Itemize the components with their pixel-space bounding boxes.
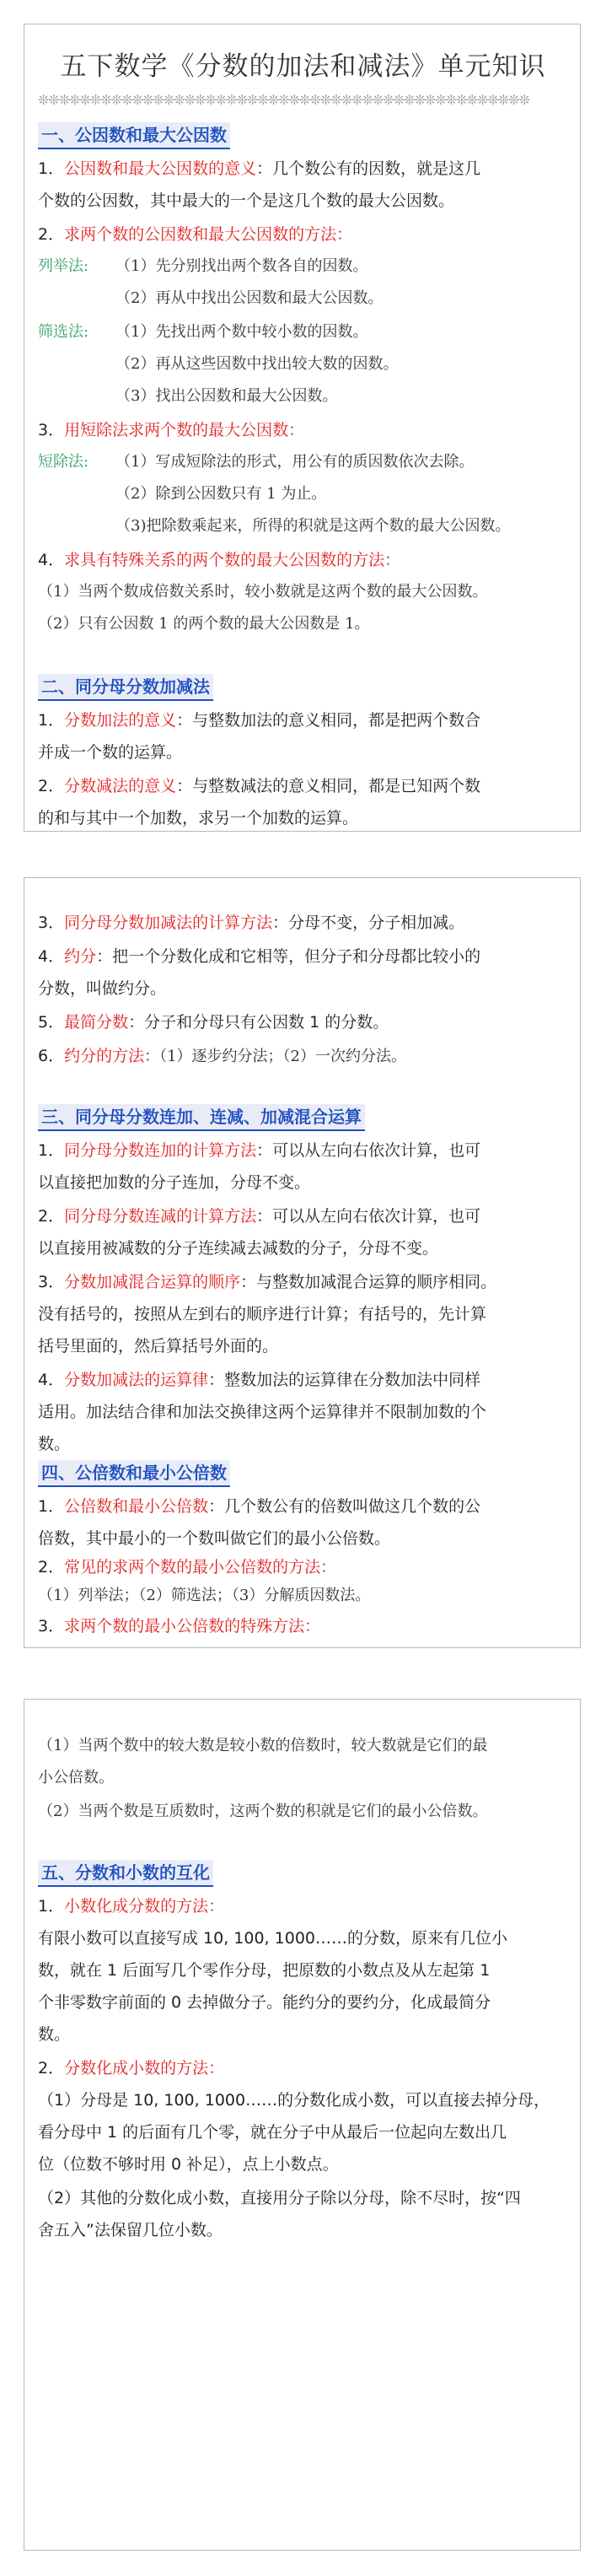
method-label-short-division: 短除法: [38, 453, 89, 471]
s2-p1-term: 分数加法的意义 [64, 711, 177, 730]
s1-p4-term: 求具有特殊关系的两个数的最大公因数的方法： [64, 551, 401, 569]
decorative-divider: ❊❊❊❊❊❊❊❊❊❊❊❊❊❊❊❊❊❊❊❊❊❊❊❊❊❊❊❊❊❊❊❊❊❊❊❊❊❊❊❊❊❊❊❊❊❊❊ [38, 92, 530, 108]
content-card-1 [24, 24, 581, 832]
sieve-step-2: （2）再从这些因数中找出较大数的因数。 [115, 355, 399, 373]
s3-point-2 [38, 1200, 569, 1232]
s2-p6-number: 6． [38, 1047, 65, 1065]
s1-p2-term: 求两个数的公因数和最大公因数的方法： [64, 225, 353, 244]
s2-p4-number: 4． [38, 947, 65, 966]
s5-p2-line-5: 舍五入”法保留几位小数。 [38, 2221, 223, 2239]
s2-p6-text: ：（1）逐步约分法；（2）一次约分法。 [144, 1048, 407, 1065]
listing-step-2: （2）再从中找出公因数和最大公因数。 [115, 289, 383, 307]
s4-p1-text-a: ：几个数公有的倍数叫做这几个数的公 [208, 1497, 481, 1516]
special-case-2: （2）只有公因数 1 的两个数的最大公因数是 1。 [38, 615, 370, 633]
s2-p2-term: 分数减法的意义 [64, 777, 177, 795]
s4-point-3 [38, 1610, 569, 1642]
sieve-step-3: （3）找出公因数和最大公因数。 [115, 387, 338, 405]
s3-p2-text-b: 以直接用被减数的分子连续减去减数的分子，分母不变。 [38, 1239, 439, 1258]
s3-point-3 [38, 1266, 569, 1298]
s3-p3-term: 分数加减混合运算的顺序 [64, 1273, 241, 1291]
s2-p3-text: ：分母不变，分子相加减。 [272, 913, 465, 932]
section-header-4: 四、公倍数和最小公倍数 [38, 1460, 230, 1487]
s3-p3-number: 3． [38, 1273, 65, 1291]
s4-special-1b: 小公倍数。 [38, 1769, 114, 1786]
short-division-step-2: （2）除到公因数只有 1 为止。 [115, 485, 327, 503]
s4-p2-methods: （1）列举法；（2）筛选法；（3）分解质因数法。 [38, 1587, 371, 1604]
s2-p4-text-a: ：把一个分数化成和它相等，但分子和分母都比较小的 [96, 947, 481, 966]
s3-point-1 [38, 1134, 569, 1167]
content-card-3 [24, 1699, 581, 2551]
s2-p5-number: 5． [38, 1013, 65, 1032]
s4-p2-term: 常见的求两个数的最小公倍数的方法： [64, 1558, 337, 1576]
s2-point-2 [38, 770, 569, 802]
s5-p2-line-3: 位（位数不够时用 0 补足），点上小数点。 [38, 2155, 339, 2174]
s3-p4-term: 分数加减法的运算律 [64, 1371, 209, 1389]
s4-p1-text-b: 倍数，其中最小的一个数叫做它们的最小公倍数。 [38, 1529, 391, 1548]
method-label-sieve: 筛选法: [38, 323, 89, 341]
section-header-3: 三、同分母分数连加、连减、加减混合运算 [38, 1104, 365, 1131]
s1-p2-number: 2． [38, 225, 65, 244]
s2-p3-number: 3． [38, 913, 65, 932]
s1-p1-term: 公因数和最大公因数的意义 [64, 159, 257, 178]
s1-point-2 [38, 218, 569, 251]
method-label-listing: 列举法: [38, 257, 89, 275]
s5-point-1 [38, 1890, 569, 1922]
s5-p2-line-4: （2）其他的分数化成小数，直接用分子除以分母，除不尽时，按“四 [38, 2189, 521, 2207]
s5-p1-term: 小数化成分数的方法： [64, 1897, 225, 1916]
s4-p3-term: 求两个数的最小公倍数的特殊方法： [64, 1617, 321, 1636]
s4-point-2 [38, 1551, 569, 1583]
s3-p4-text-b: 适用。加法结合律和加法交换律这两个运算律并不限制加数的个 [38, 1403, 487, 1421]
short-division-step-1: （1）写成短除法的形式，用公有的质因数依次去除。 [115, 453, 475, 471]
s4-p1-term: 公倍数和最小公倍数 [64, 1497, 209, 1516]
s3-point-4 [38, 1364, 569, 1396]
s4-point-1 [38, 1490, 569, 1522]
content-card-2 [24, 877, 581, 1648]
s3-p4-text-a: ：整数加法的运算律在分数加法中同样 [208, 1371, 481, 1389]
s2-point-4 [38, 940, 569, 973]
listing-step-1: （1）先分别找出两个数各自的因数。 [115, 257, 368, 275]
s1-point-1 [38, 153, 569, 185]
s3-p3-text-b: 没有括号的，按照从左到右的顺序进行计算；有括号的，先计算 [38, 1305, 487, 1323]
s5-p1-number: 1． [38, 1897, 65, 1916]
s5-p2-line-1: （1）分母是 10, 100, 1000……的分数化成小数，可以直接去掉分母， [38, 2091, 550, 2110]
s2-point-3 [38, 907, 569, 939]
s4-p1-number: 1． [38, 1497, 65, 1516]
section-header-5: 五、分数和小数的互化 [38, 1860, 213, 1887]
section-header-1: 一、公因数和最大公因数 [38, 122, 230, 149]
s2-p3-term: 同分母分数加减法的计算方法 [64, 913, 273, 932]
s1-p1-text-a: ：几个数公有的因数，就是这几 [256, 159, 481, 178]
s3-p4-text-c: 数。 [38, 1435, 71, 1453]
s4-special-2: （2）当两个数是互质数时，这两个数的积就是它们的最小公倍数。 [38, 1803, 488, 1820]
s3-p1-text-a: ：可以从左向右依次计算，也可 [256, 1141, 481, 1160]
s4-special-1a: （1）当两个数中的较大数是较小数的倍数时，较大数就是它们的最 [38, 1737, 488, 1754]
s1-point-3 [38, 414, 569, 446]
page-title: 五下数学《分数的加法和减法》单元知识 [60, 51, 546, 82]
s4-p2-number: 2． [38, 1558, 65, 1576]
s2-point-1 [38, 704, 569, 736]
s2-p1-number: 1． [38, 711, 65, 730]
s5-p1-line-3: 个非零数字前面的 0 去掉做分子。能约分的要约分，化成最简分 [38, 1993, 491, 2012]
s5-p1-line-1: 有限小数可以直接写成 10, 100, 1000……的分数，原来有几位小 [38, 1929, 507, 1948]
s4-p3-number: 3． [38, 1617, 65, 1636]
s2-p4-text-b: 分数，叫做约分。 [38, 979, 167, 998]
s3-p2-number: 2． [38, 1207, 65, 1226]
s5-p2-number: 2． [38, 2059, 65, 2078]
s5-point-2 [38, 2052, 569, 2084]
sieve-step-1: （1）先找出两个数中较小数的因数。 [115, 323, 368, 341]
section-header-2: 二、同分母分数加减法 [38, 674, 213, 701]
s5-p2-line-2: 看分母中 1 的后面有几个零，就在分子中从最后一位起向左数出几 [38, 2123, 507, 2142]
s3-p3-text-c: 括号里面的，然后算括号外面的。 [38, 1337, 279, 1355]
s2-p5-term: 最简分数 [64, 1013, 129, 1032]
s1-p1-text-b: 个数的公因数，其中最大的一个是这几个数的最大公因数。 [38, 191, 455, 210]
s2-p2-text-a: ：与整数减法的意义相同，都是已知两个数 [176, 777, 481, 795]
s2-p6-term: 约分的方法 [64, 1047, 145, 1065]
s1-point-4 [38, 544, 569, 576]
s3-p1-text-b: 以直接把加数的分子连加，分母不变。 [38, 1173, 311, 1192]
s5-p2-term: 分数化成小数的方法： [64, 2059, 225, 2078]
s1-p1-number: 1． [38, 159, 65, 178]
s3-p2-term: 同分母分数连减的计算方法 [64, 1207, 257, 1226]
s3-p3-text-a: ：与整数加减混合运算的顺序相同。 [240, 1273, 497, 1291]
s2-point-6 [38, 1040, 569, 1073]
s5-p1-line-4: 数。 [38, 2025, 71, 2044]
s5-p1-line-2: 数，就在 1 后面写几个零作分母，把原数的小数点及从左起第 1 [38, 1961, 491, 1980]
s3-p1-number: 1． [38, 1141, 65, 1160]
s3-p2-text-a: ：可以从左向右依次计算，也可 [256, 1207, 481, 1226]
s1-p4-number: 4． [38, 551, 65, 569]
s2-p2-text-b: 的和与其中一个加数，求另一个加数的运算。 [38, 809, 359, 827]
s1-p3-term: 用短除法求两个数的最大公因数： [64, 421, 305, 439]
s3-p1-term: 同分母分数连加的计算方法 [64, 1141, 257, 1160]
short-division-step-3: （3)把除数乘起来，所得的积就是这两个数的最大公因数。 [115, 517, 511, 535]
s2-p2-number: 2． [38, 777, 65, 795]
s3-p4-number: 4． [38, 1371, 65, 1389]
s1-p3-number: 3． [38, 421, 65, 439]
s2-p1-text-b: 并成一个数的运算。 [38, 743, 183, 762]
s2-p4-term: 约分 [64, 947, 97, 966]
s2-p5-text: ：分子和分母只有公因数 1 的分数。 [128, 1013, 389, 1032]
special-case-1: （1）当两个数成倍数关系时，较小数就是这两个数的最大公因数。 [38, 583, 488, 601]
s2-point-5 [38, 1006, 569, 1038]
s2-p1-text-a: ：与整数加法的意义相同，都是把两个数合 [176, 711, 481, 730]
